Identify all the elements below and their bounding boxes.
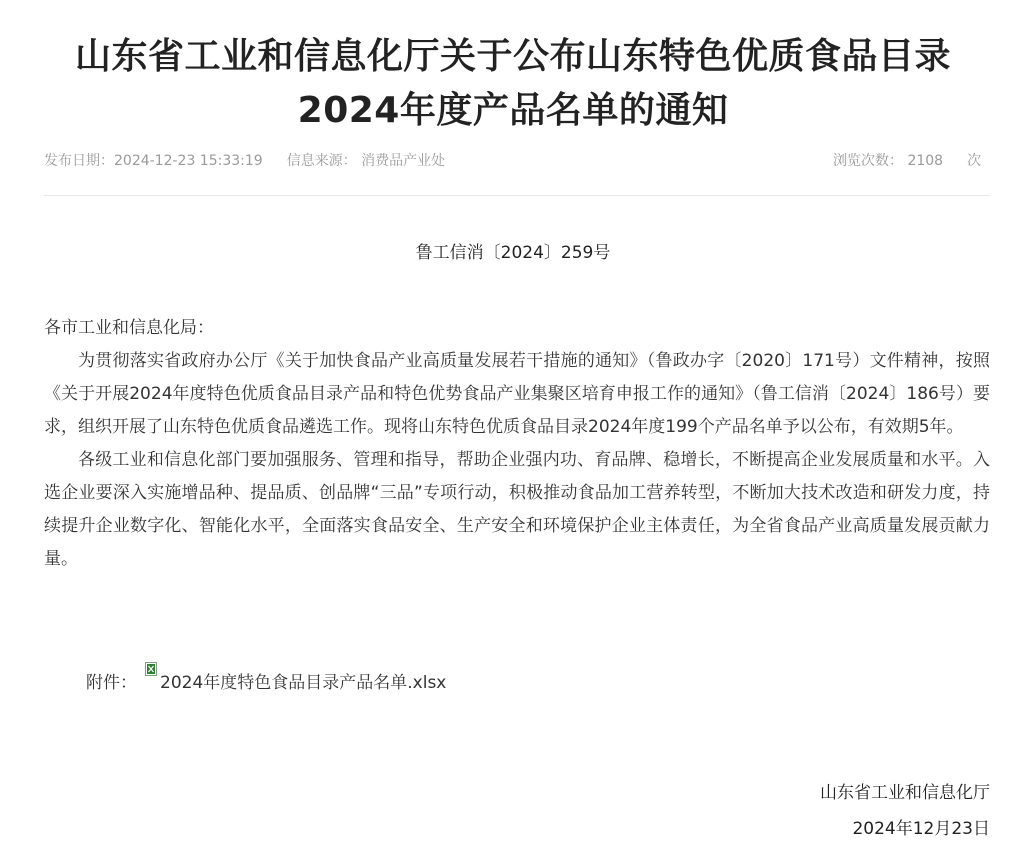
views-label: 浏览次数： [833, 153, 903, 169]
signature-org: 山东省工业和信息化厅 [820, 783, 990, 803]
article-body [44, 312, 990, 576]
paragraph-1: 为贯彻落实省政府办公厅《关于加快食品产业高质量发展若干措施的通知》（鲁政办字〔2020〕171号）文件精神，按照《关于开展2024年度特色优质食品目录产品和特色优势食品产业集聚区培育申报工作的通知》（鲁工信消〔2024〕186号）要求，组织开展了山东特色优质食品遴选工作。现将山东特色优质食品目录2024年度199个产品名单予以公布，有效期5年。 [44, 351, 990, 437]
excel-file-icon [145, 662, 157, 676]
source-value: 消费品产业处 [361, 153, 446, 169]
attachment-link[interactable]: 2024年度特色食品目录产品名单.xlsx [160, 673, 447, 693]
meta-left [44, 150, 445, 170]
views-count: 2108 [907, 153, 944, 169]
article-meta [44, 150, 990, 172]
page-title [30, 30, 996, 138]
source-label: 信息来源： [286, 153, 357, 169]
title-line-1: 山东省工业和信息化厅关于公布山东特色优质食品目录 [74, 36, 951, 77]
doc-number: 鲁工信消〔2024〕259号 [415, 243, 611, 263]
attachment [86, 668, 446, 693]
views-unit: 次 [967, 153, 982, 169]
divider [44, 195, 990, 196]
salutation: 各市工业和信息化局： [44, 318, 214, 338]
meta-right [833, 150, 990, 170]
publish-date: 2024-12-23 15:33:19 [114, 153, 263, 169]
attachment-label: 附件： [86, 673, 137, 693]
title-line-2: 2024年度产品名单的通知 [297, 90, 729, 131]
paragraph-2: 各级工业和信息化部门要加强服务、管理和指导，帮助企业强内功、育品牌、稳增长，不断提高企业发展质量和水平。入选企业要深入实施增品种、提品质、创品牌“三品”专项行动，积极推动食品加工营养转型，不断加大技术改造和研发力度，持续提升企业数字化、智能化水平，全面落实食品安全、生产安全和环境保护企业主体责任，为全省食品产业高质量发展贡献力量。 [44, 450, 990, 569]
publish-date-label: 发布日期： [44, 153, 114, 169]
signature-date: 2024年12月23日 [852, 819, 990, 839]
